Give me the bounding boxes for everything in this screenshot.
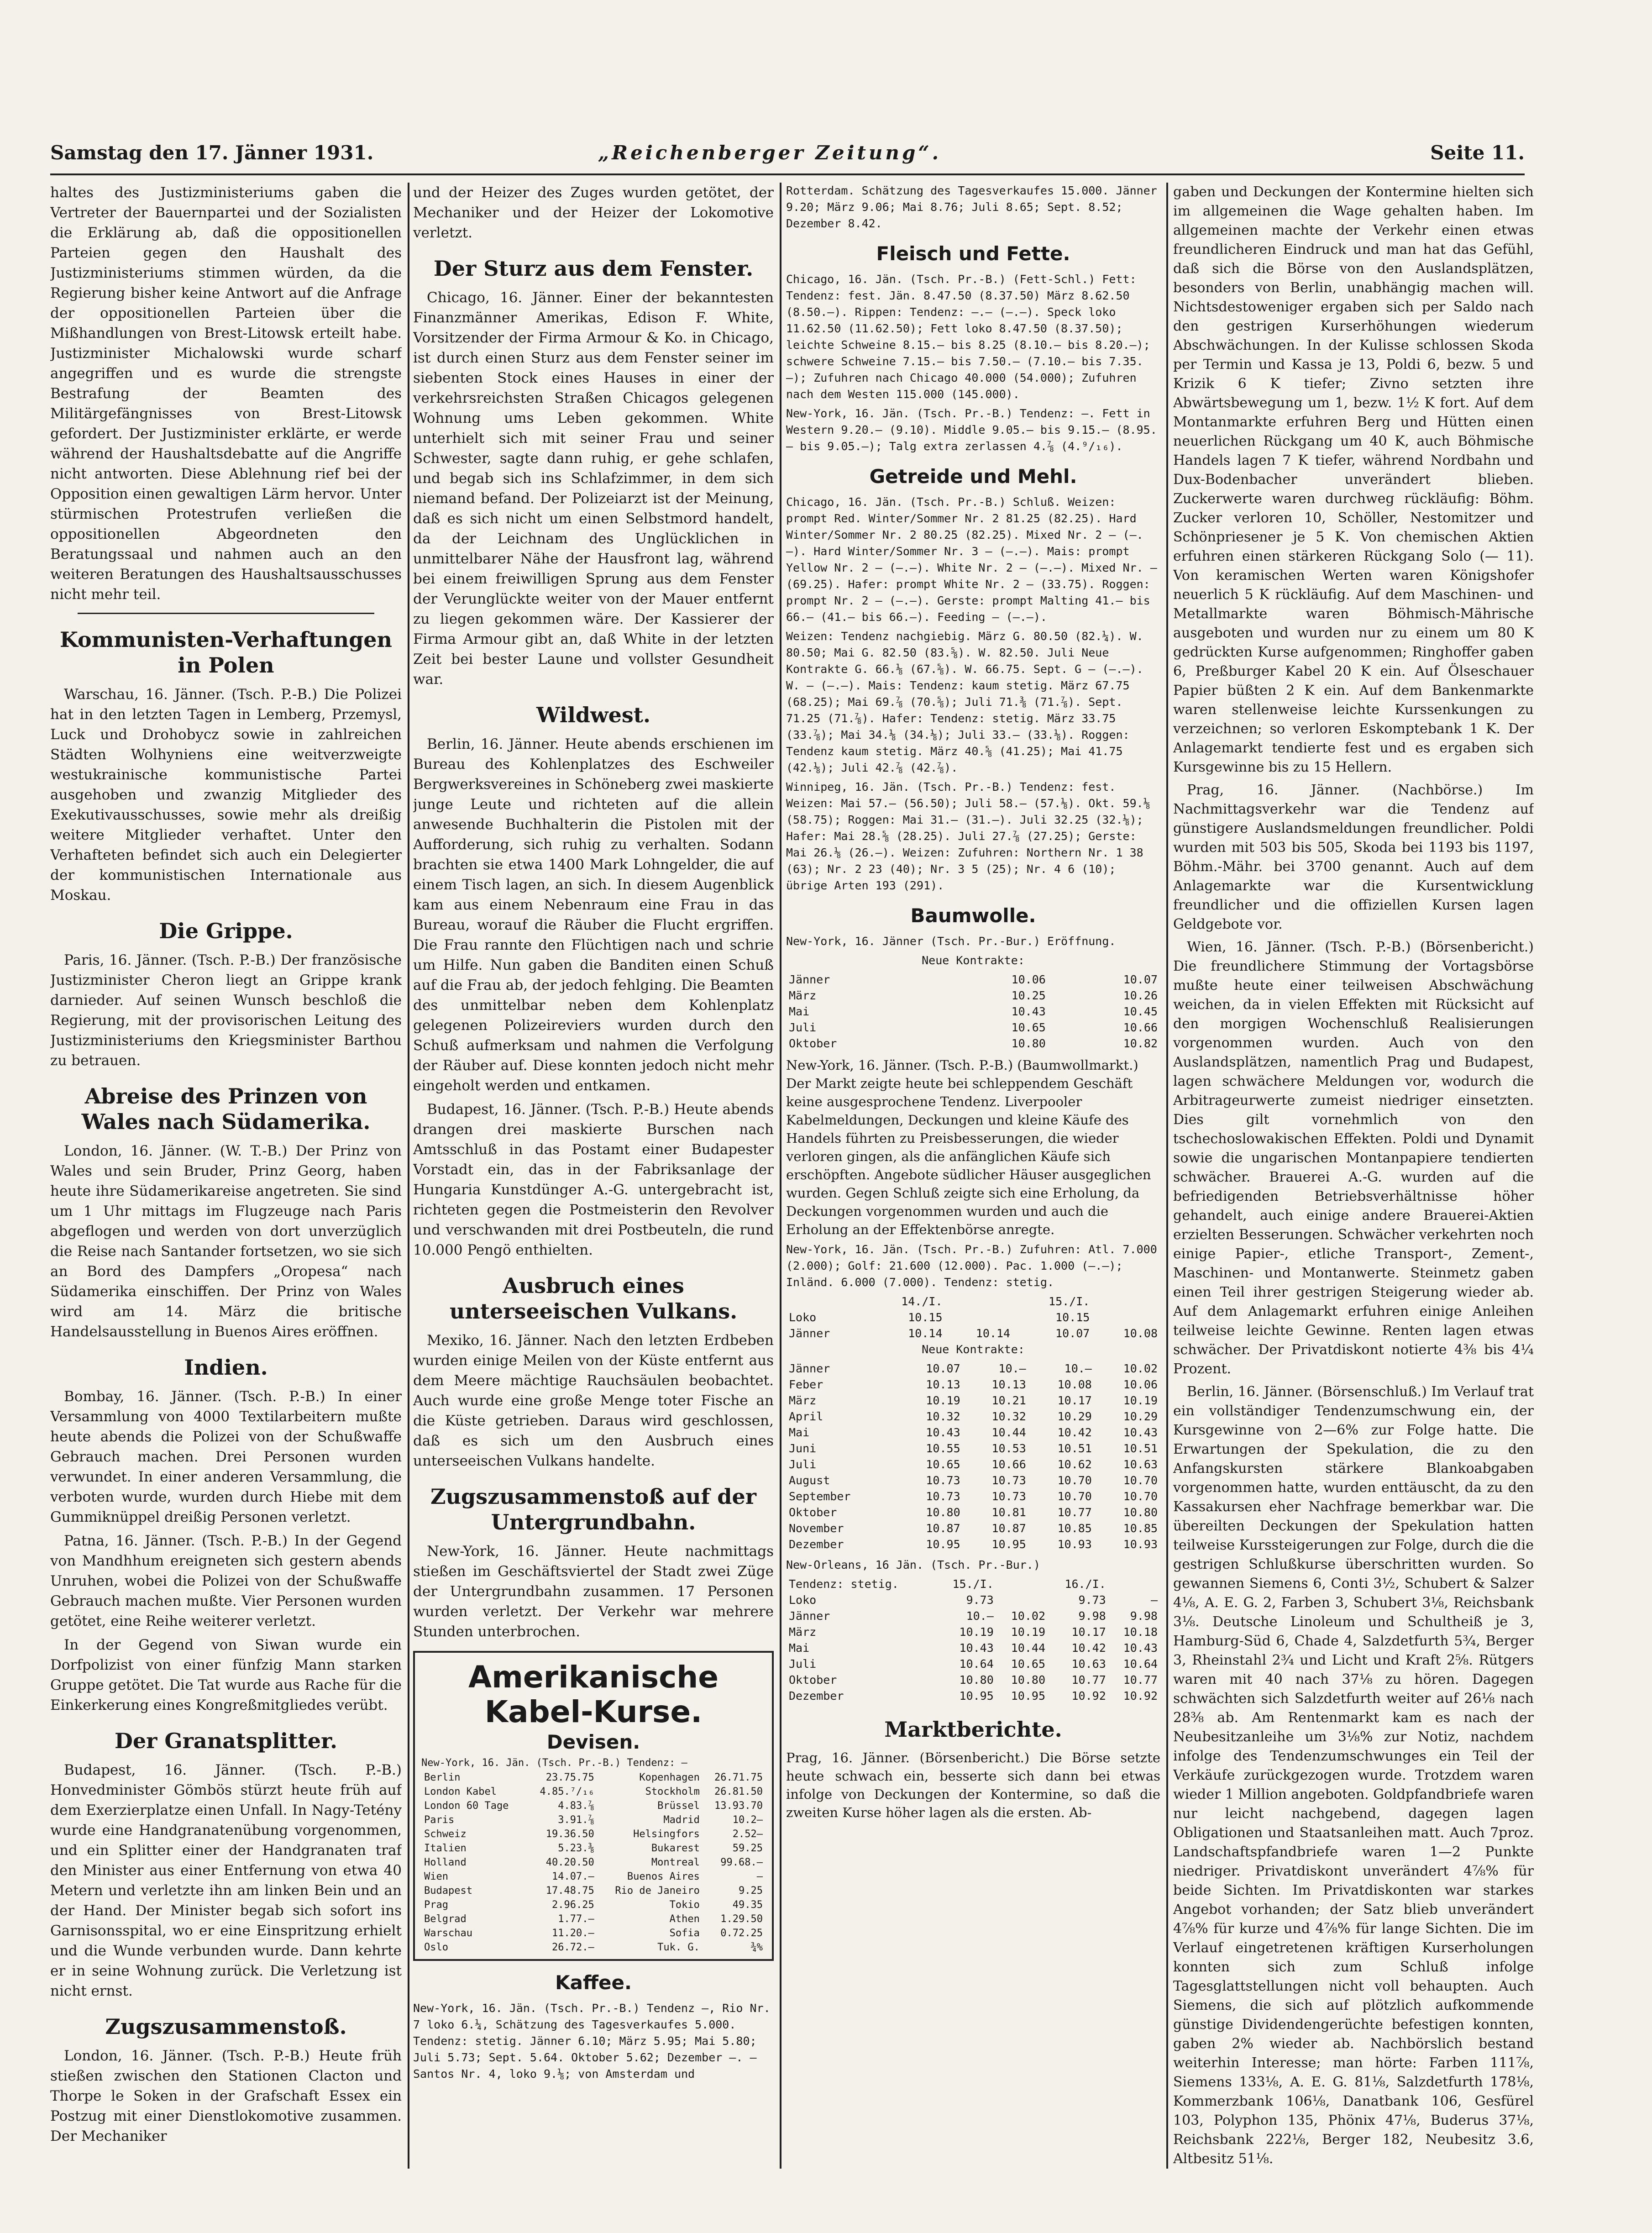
- quote-row: [786, 1672, 1160, 1688]
- table-cell: 10.92: [1071, 1689, 1106, 1702]
- table-cell: Jänner: [789, 1362, 830, 1375]
- table-cell: 26.81.50: [714, 1786, 763, 1797]
- baumwolle-table-1: [786, 972, 1160, 1051]
- kabel-kurse-title: Amerikanische Kabel-Kurse.: [468, 1660, 718, 1729]
- devisen-row: [421, 1898, 766, 1912]
- table-cell: 0.72.25: [720, 1928, 763, 1939]
- devisen-row: [421, 1813, 766, 1827]
- article-text: Chicago, 16. Jänner. Einer der bekanntesten Finanzmänner Amerikas, Edison F. White, Vorsitzender der Firma Armour & Ko. in Chicago, ist durch einen Sturz aus dem Fenster seiner im siebenten Stock eines Hauses in einer der verkehrsreichsten Straßen Chicagos gelegenen Wohnung ums Leben gekommen. White unterhielt sich mit seiner Frau und seiner Schwester, sagte dann ruhig, er gehe schlafen, und begab sich ins Schlafzimmer, in dem sich niemand befand. Der Polizeiarzt ist der Meinung, daß es sich nicht um einen Selbstmord handelt, da der Leichnam des Unglücklichen in unmittelbarer Nähe der Hausfront lag, während bei einem freiwilligen Sprung aus dem Fenster der Verunglückte weiter von der Mauer entfernt zu liegen gekommen wäre. Der Kassierer der Firma Armour gibt an, daß White in der letzten Zeit bei bester Laune und vollster Gesundheit war.: [413, 289, 774, 688]
- table-cell: 10.87: [991, 1522, 1026, 1535]
- table-cell: Kopenhagen: [639, 1772, 700, 1783]
- table-cell: 10.42: [1057, 1426, 1092, 1439]
- table-cell: [786, 1293, 865, 1309]
- table-cell: 10.65: [926, 1458, 960, 1471]
- table-cell: London Kabel: [424, 1786, 497, 1797]
- header-paper-title: „Reichenberger Zeitung“.: [598, 142, 942, 164]
- table-cell: 9.25: [739, 1885, 763, 1897]
- table-cell: 10.—: [966, 1609, 994, 1623]
- table-cell: Warschau: [424, 1928, 472, 1939]
- devisen-row: [421, 1841, 766, 1855]
- header-date: Samstag den 17. Jänner 1931.: [50, 142, 374, 164]
- market-text: New-York, 16. Jän. (Tsch. Pr.-B.) Tendenz —, Rio Nr. 7 loko 6.¼, Schätzung des Tagesverkaufes 5.000. Tendenz: stetig. Jänner 6.10; März 5.95; Mai 5.80; Juli 5.73; Sept. 5.64. Oktober 5.62; Dezember —. — Santos Nr. 4, loko 9.⅛; von Amsterdam und: [413, 2002, 771, 2081]
- table-cell: März: [789, 1625, 817, 1639]
- quote-row: [786, 1640, 1160, 1656]
- article-text: Paris, 16. Jänner. (Tsch. P.-B.) Der französische Justizminister Cheron liegt an Grippe krank darnieder. Auf seinen Wunsch beschloß die Regierung, mit der provisorischen Leitung des Justizministeriums den Kriegsminister Barthou zu betrauen.: [50, 952, 402, 1069]
- market-text: New-Orleans, 16 Jän. (Tsch. Pr.-Bur.): [786, 1558, 1040, 1571]
- market-text: New-York, 16. Jän. (Tsch. Pr.-B.) Tendenz: —. Fett in Western 9.20.— (9.10). Middle 9.05.— bis 9.15.— (8.95.— bis 9.05.—); Talg extra zerlassen 4.⅞ (4.⁹/₁₆).: [786, 407, 1157, 453]
- table-cell: 10.63: [1123, 1458, 1158, 1471]
- table-cell: 10.29: [1057, 1410, 1092, 1423]
- table-cell: 10.29: [1123, 1410, 1158, 1423]
- table-cell: 11.20.—: [552, 1928, 594, 1939]
- table-cell: Wien: [424, 1871, 448, 1882]
- column-rule: [780, 183, 781, 2169]
- table-cell: ¾%: [750, 1942, 763, 1953]
- table-cell: 10.19: [1011, 1625, 1045, 1639]
- table-cell: Mai: [789, 1426, 810, 1439]
- table-cell: Juli: [789, 1021, 817, 1034]
- article-text: Prag, 16. Jänner. (Nachbörse.) Im Nachmittagsverkehr war die Tendenz auf günstigere Auslandsmeldungen freundlicher. Poldi wurden mit 503 bis 505, Skoda bei 1193 bis 1197, Böhm.-Mähr. bei 3700 genannt. Auch auf dem Anlagemarkte war die Kursentwicklung freundlicher und die offiziellen Kursen lagen Geldgebote vor.: [1173, 782, 1534, 932]
- table-cell: Dezember: [789, 1538, 844, 1551]
- table-cell: Paris: [424, 1814, 455, 1826]
- table-cell: 10.51: [1123, 1442, 1158, 1455]
- quote-row: [786, 1624, 1160, 1640]
- table-cell: 10.18: [1123, 1625, 1158, 1639]
- headline-untergrundbahn: Zugszusammenstoß auf der Untergrundbahn.: [430, 1484, 756, 1534]
- table-cell: 10.65: [1011, 1021, 1046, 1034]
- table-cell: 26.71.75: [714, 1772, 763, 1783]
- table-cell: Belgrad: [424, 1913, 467, 1925]
- devisen-row: [421, 1926, 766, 1940]
- table-cell: 3.91.⅞: [558, 1814, 594, 1826]
- table-cell: 10.—: [1064, 1362, 1092, 1375]
- article-text: Budapest, 16. Jänner. (Tsch. P.-B.) Honvedminister Gömbös stürzt heute früh auf dem Exerzierplatze einen Unfall. In Nagy-Tetény wurde eine Handgranatenübung vorgenommen, und ein Splitter einer der Handgranaten traf den Minister aus einer Entfernung von etwa 40 Metern und verletzte ihn am linken Bein und an der Hand. Der Minister begab sich sofort ins Garnisonsspital, wo er eine Einspritzung erhielt und die Wunde verbunden wurde. Dann kehrte er in seine Wohnung zurück. Die Verletzung ist nicht ernst.: [50, 1762, 402, 1999]
- table-cell: Holland: [424, 1857, 467, 1868]
- headline-kommunisten: Kommunisten-Verhaftungen in Polen: [60, 627, 392, 678]
- article-text: New-York, 16. Jänner. Heute nachmittags stießen im Geschäftsviertel der Stadt zwei Züge der Untergrundbahn zusammen. 17 Personen wurden verletzt. Der Verkehr war mehrere Stunden unterbrochen.: [413, 1543, 774, 1640]
- quote-row: [786, 988, 1160, 1004]
- market-text: New-York, 16. Jänner (Tsch. Pr.-Bur.) Eröffnung.: [786, 935, 1116, 948]
- headline-baumwolle: Baumwolle.: [910, 904, 1036, 927]
- table-cell: 9.73: [966, 1593, 994, 1607]
- table-cell: Berlin: [424, 1772, 461, 1783]
- table-cell: Dezember: [789, 1689, 844, 1702]
- table-cell: 10.93: [1057, 1538, 1092, 1551]
- market-text: Rotterdam. Schätzung des Tagesverkaufes 15.000. Jänner 9.20; März 9.06; Mai 8.76; Juli 8.65; Sept. 8.52; Dezember 8.42.: [786, 184, 1157, 230]
- quote-row: [786, 1019, 1160, 1035]
- article-text: Budapest, 16. Jänner. (Tsch. P.-B.) Heute abends drangen drei maskierte Burschen nach Amtsschluß in das Postamt einer Budapester Vorstadt ein, das in der Fabriksanlage der Hungaria Kunstdünger A.-G. untergebracht ist, richteten gegen die Postmeisterin den Revolver und verschwanden mit drei Postbeuteln, die rund 10.000 Pengö enthielten.: [413, 1101, 774, 1258]
- table-cell: 10.80: [959, 1673, 994, 1687]
- table-cell: 10.21: [991, 1394, 1026, 1407]
- headline-sturz: Der Sturz aus dem Fenster.: [433, 256, 754, 281]
- table-cell: 10.55: [926, 1442, 960, 1455]
- article-text: Warschau, 16. Jänner. (Tsch. P.-B.) Die Polizei hat in den letzten Tagen in Lemberg, Przemysl, Luck und Drohobycz sowie in zahlreichen Städten Wolhyniens eine weitverzweigte westukrainische kommunistische Partei ausgehoben und zwanzig Mitglieder des Exekutivausschusses, sowie mehr als dreißig weitere Mitglieder verhaftet. Unter den Verhafteten befindet sich auch ein Delegierter der kommunistischen Internationale aus Moskau.: [50, 686, 402, 904]
- table-cell: 10.73: [926, 1490, 960, 1503]
- quote-row: [786, 1361, 1160, 1377]
- quote-row: [786, 1293, 1160, 1309]
- table-cell: 59.25: [732, 1843, 763, 1854]
- table-cell: Rio de Janeiro: [615, 1885, 700, 1897]
- table-cell: 10.02: [1123, 1362, 1158, 1375]
- devisen-row: [421, 1912, 766, 1926]
- table-cell: Jänner: [789, 1609, 830, 1623]
- table-cell: Madrid: [663, 1814, 700, 1826]
- table-cell: 10.64: [959, 1657, 994, 1671]
- market-text: Winnipeg, 16. Jän. (Tsch. Pr.-B.) Tendenz: fest. Weizen: Mai 57.— (56.50); Juli 58.— (57.⅛). Okt. 59.⅛ (58.75); Roggen: Mai 31.— (31.—). Juli 32.25 (32.⅛); Hafer: Mai 28.⅝ (28.25). Juli 27.⅞ (27.25); Gerste: Mai 26.⅛ (26.—). Weizen: Zufuhren: Northern Nr. 1 38 (63); Nr. 2 23 (40); Nr. 3 5 (25); Nr. 4 6 (10); übrige Arten 193 (291).: [786, 780, 1150, 892]
- table-cell: 10.73: [926, 1474, 960, 1487]
- table-cell: 10.07: [1123, 973, 1158, 986]
- quote-row: [786, 1592, 1160, 1608]
- devisen-row: [421, 1870, 766, 1884]
- table-cell: 9.98: [1130, 1609, 1158, 1623]
- table-cell: Jänner: [789, 1327, 830, 1340]
- quote-row: [786, 1035, 1160, 1051]
- table-cell: 10.85: [1123, 1522, 1158, 1535]
- quote-row: [786, 1488, 1160, 1504]
- table-cell: 10.32: [991, 1410, 1026, 1423]
- table-cell: 10.42: [1071, 1641, 1106, 1655]
- table-cell: 2.96.25: [552, 1899, 594, 1911]
- table-cell: Brüssel: [657, 1800, 700, 1812]
- quote-row: [786, 1472, 1160, 1488]
- quote-row: [786, 1608, 1160, 1624]
- table-cell: [1092, 1309, 1160, 1325]
- table-cell: 10.70: [1123, 1474, 1158, 1487]
- table-cell: 10.51: [1057, 1442, 1092, 1455]
- table-cell: Mai: [789, 1005, 810, 1018]
- article-text: haltes des Justizministeriums gaben die Vertreter der Bauernpartei und der Sozialisten die Erklärung ab, daß die oppositionellen Parteien gegen den Haushalt des Justizministeriums stimmen würden, da die Regierung bisher keine Antwort auf die Anfrage der oppositionellen Parteien über die Mißhandlungen von Brest-Litowsk erteilt habe. Justizminister Michalowski wurde scharf angegriffen und es wurde die strengste Bestrafung der Beamten des Militärgefängnisses von Brest-Litowsk gefordert. Der Justizminister erklärte, er werde während der Haushaltsdebatte auf die Angriffe nicht antworten. Diese Ablehnung rief bei der Opposition einen gewaltigen Lärm hervor. Unter stürmischen Protestrufen verließen die oppositionellen Abgeordneten den Beratungssaal und nahmen auch an den weiteren Beratungen des Haushaltsausschusses nicht mehr teil.: [50, 184, 402, 603]
- quote-row: [786, 972, 1160, 988]
- article-text: London, 16. Jänner. (W. T.-B.) Der Prinz von Wales und sein Bruder, Prinz Georg, haben heute ihre Südamerikareise angetreten. Sie sind um 1 Uhr mittags im Flugzeuge nach Paris abgeflogen und werden von dort unverzüglich die Reise nach Santander fortsetzen, wo sie sich an Bord des Dampfers „Oropesa“ nach Südamerika einschiffen. Der Prinz von Wales wird am 14. März die britische Handelsausstellung in Buenos Aires eröffnen.: [50, 1143, 402, 1340]
- article-text: Patna, 16. Jänner. (Tsch. P.-B.) In der Gegend von Mandhhum ereigneten sich gestern abends Unruhen, wobei die Polizei von der Schußwaffe Gebrauch machen mußte. Vier Personen wurden getötet, eine Reihe weiterer verletzt.: [50, 1533, 402, 1629]
- table-cell: 10.07: [1055, 1327, 1090, 1340]
- table-cell: 17.48.75: [545, 1885, 594, 1897]
- column-4: [1173, 183, 1534, 2169]
- table-cell: 14.07.—: [552, 1871, 594, 1882]
- table-cell: September: [789, 1490, 851, 1503]
- table-cell: 19.36.50: [545, 1828, 594, 1840]
- table-cell: —: [756, 1871, 763, 1882]
- article-text: Wien, 16. Jänner. (Tsch. P.-B.) (Börsenbericht.) Die freundlichere Stimmung der Vortagsbörse mußte heute einer teilweisen Abschwächung weichen, da in vielen Effekten mit Rücksicht auf den morgigen Wochenschluß Realisierungen vorgenommen wurden. Auch von den Auslandsplätzen, namentlich Prag und Budapest, lagen schwächere Meldungen vor, wodurch die Arbitrageurwerte zumeist niedriger einsetzten. Dies gilt vornehmlich von den tschechoslowakischen Effekten. Poldi und Dynamit sowie die ungarischen Montanpapiere tendierten schwächer. Brauerei A.-G. wurden auf die befriedigenden Betriebsverhältnisse höher gehandelt, auch einige andere Brauerei-Aktien erzielten Besserungen. Schwächer verkehrten noch einige Papier-, etliche Transport-, Zement-, Maschinen- und Montanwerte. Steinmetz gaben einen Teil ihrer gestrigen Steigerung wieder ab. Auf dem Anlagemarkt erfuhren einige Anleihen teilweise leichte Gewinne. Renten lagen etwas schwächer. Der Privatdiskont notierte 4⅜ bis 4¼ Prozent.: [1173, 939, 1534, 1377]
- table-cell: 10.62: [1057, 1458, 1092, 1471]
- market-subhead: Neue Kontrakte:: [922, 1343, 1025, 1356]
- table-cell: 10.44: [1011, 1641, 1045, 1655]
- devisen-row: [421, 1785, 766, 1799]
- table-cell: 4.85.⁷/₁₆: [540, 1786, 594, 1797]
- article-text: Berlin, 16. Jänner. (Börsenschluß.) Im Verlauf trat ein vollständiger Tendenzumschwung ein, der Kursgewinne von 2—6% zur Folge hatte. Die Erwartungen der Spekulation, die zu den Anfangskursten stärkere Blankoabgaben vorgenommen hatte, wurden enttäuscht, da zu den Kassakursen eher Nachfrage bemerkbar war. Die übereilten Deckungen der Spekulation hatten teilweise Kurssteigerungen zur Folge, durch die die gestrigen Schlußkurse überschritten wurden. So gewannen Siemens 6, Conti 3½, Schubert & Salzer 4⅛, A. E. G. 2, Farben 3, Schubert 3⅛, Reichsbank 3⅛. Deutsche Linoleum und Schultheiß je 3, Hamburg-Süd 6, Chade 4, Salzdetfurth 5¾, Berger 3, Rheinstahl 2¾ und Licht und Kraft 2⅝. Rütgers waren mit 40 nach 37⅛ zu hören. Dagegen schwächten sich Salzdetfurth weiter auf 26⅛ nach 28⅜ ab. Am Rentenmarkt kam es nach der Neubesitzanleihe um 3⅛% zur Notiz, nachdem infolge des Tendenzumschwunges ein Teil der Verkäufe zurückgezogen wurde. Trotzdem waren wieder 1 Million angeboten. Goldpfandbriefe waren nur leicht nachgebend, dagegen lagen Obligationen und Staatsanleihen matt. Auch 7proz. Landschaftspfandbriefe waren 1—2 Punkte niedriger. Privatdiskont unverändert 4⅞% für beide Sichten. Im Privatdiskonten war starkes Angebot vorhanden; der Satz blieb unverändert 4⅞% für kurze und 4⅞% für lange Sichten. Die im Verlauf eingetretenen kräftigen Kurserholungen konnten sich zum Schluß infolge Tagesglattstellungen nicht voll behaupten. Auch Siemens, die sich auf plötzlich aufkommende günstige Dividendengerüchte befestigen konnten, gaben 2% wieder ab. Nachbörslich bestand weiterhin Interesse; man hörte: Farben 111⅞, Siemens 133⅛, A. E. G. 81⅛, Salzdetfurth 178⅛, Kommerzbank 106⅛, Danatbank 106, Gesfürel 103, Polyphon 135, Phönix 47⅛, Buderus 37⅛, Reichsbank 222⅛, Berger 182, Neubesitz 3.6, Altbesitz 51⅛.: [1173, 1384, 1534, 2167]
- baumwolle-table-4: [786, 1576, 1160, 1704]
- header-page-number: Seite 11.: [1430, 142, 1525, 164]
- market-subhead: Neue Kontrakte:: [922, 954, 1025, 967]
- quote-row: [786, 1456, 1160, 1472]
- table-cell: 16./I.: [1065, 1577, 1106, 1591]
- table-cell: 99.68.—: [720, 1857, 763, 1868]
- table-cell: 10.63: [1071, 1657, 1106, 1671]
- quote-row: [786, 1504, 1160, 1520]
- quote-row: [786, 1536, 1160, 1552]
- table-cell: —: [1150, 1593, 1158, 1607]
- table-cell: 10.19: [1123, 1394, 1158, 1407]
- devisen-table: [421, 1771, 766, 1955]
- table-cell: März: [789, 989, 817, 1002]
- table-cell: Athen: [669, 1913, 700, 1925]
- table-cell: März: [789, 1394, 817, 1407]
- market-text: Chicago, 16. Jän. (Tsch. Pr.-B.) (Fett-Schl.) Fett: Tendenz: fest. Jän. 8.47.50 (8.37.50) März 8.62.50 (8.50.—). Rippen: Tendenz: —.— (—.—). Speck loko 11.62.50 (11.62.50); Fett loko 8.47.50 (8.37.50); leichte Schweine 8.15.— bis 8.25 (8.10.— bis 8.20.—); schwere Schweine 7.15.— bis 7.50.— (7.10.— bis 7.35.—); Zufuhren nach Chicago 40.000 (54.000); Zufuhren nach dem Westen 115.000 (145.000).: [786, 273, 1150, 401]
- column-rule: [408, 183, 409, 2169]
- table-cell: 10.66: [1123, 1021, 1158, 1034]
- table-cell: [945, 1293, 1013, 1309]
- table-cell: [1092, 1293, 1160, 1309]
- table-cell: 13.93.70: [714, 1800, 763, 1812]
- table-cell: Jänner: [789, 973, 830, 986]
- baumwolle-table-2: [786, 1293, 1160, 1341]
- table-cell: 10.45: [1123, 1005, 1158, 1018]
- table-cell: 10.25: [1011, 989, 1046, 1002]
- table-cell: 10.80: [926, 1506, 960, 1519]
- article-text: und der Heizer des Zuges wurden getötet, der Mechaniker und der Heizer der Lokomotive verletzt.: [413, 184, 774, 241]
- table-cell: 10.95: [926, 1538, 960, 1551]
- table-cell: Schweiz: [424, 1828, 467, 1840]
- headline-vulkan: Ausbruch eines unterseeischen Vulkans.: [449, 1273, 738, 1324]
- table-cell: Juli: [789, 1657, 817, 1671]
- table-cell: Montreal: [651, 1857, 700, 1868]
- table-cell: 10.77: [1123, 1673, 1158, 1687]
- table-cell: Helsingfors: [633, 1828, 700, 1840]
- market-text: Chicago, 16. Jän. (Tsch. Pr.-B.) Schluß. Weizen: prompt Red. Winter/Sommer Nr. 2 81.25 (82.25). Hard Winter/Sommer Nr. 2 80.25 (82.25). Mixed Nr. 2 — (—.—). Hard Winter/Sommer Nr. 3 — (—.—). Mais: prompt Yellow Nr. 2 — (—.—). White Nr. 2 — (—.—). Mixed Nr. — (69.25). Hafer: prompt White Nr. 2 — (33.75). Roggen: prompt Nr. 2 — (—.—). Gerste: prompt Malting 41.— bis 66.— (41.— bis 66.—). Feeding — (—.—).: [786, 495, 1157, 624]
- table-cell: Oslo: [424, 1942, 448, 1953]
- table-cell: 10.08: [1057, 1378, 1092, 1391]
- quote-row: [786, 1424, 1160, 1440]
- table-cell: 10.32: [926, 1410, 960, 1423]
- table-cell: 40.20.50: [545, 1857, 594, 1868]
- table-cell: 5.23.⅜: [558, 1843, 594, 1854]
- table-cell: [1109, 1576, 1160, 1592]
- devisen-row: [421, 1827, 766, 1841]
- headline-granatsplitter: Der Granatsplitter.: [114, 1729, 338, 1753]
- table-cell: 10.19: [926, 1394, 960, 1407]
- table-cell: 10.70: [1057, 1474, 1092, 1487]
- table-cell: Buenos Aires: [627, 1871, 700, 1882]
- table-cell: 10.06: [1011, 973, 1046, 986]
- table-cell: Loko: [789, 1311, 817, 1324]
- quote-row: [786, 1408, 1160, 1424]
- table-cell: 1.77.—: [558, 1913, 594, 1925]
- quote-row: [786, 1309, 1160, 1325]
- table-cell: 10.43: [926, 1426, 960, 1439]
- table-cell: 10.77: [1071, 1673, 1106, 1687]
- quote-row: [786, 1377, 1160, 1392]
- headline-wales: Abreise des Prinzen von Wales nach Südamerika.: [81, 1084, 371, 1134]
- table-cell: 10.13: [926, 1378, 960, 1391]
- page-header: [50, 137, 1525, 175]
- table-cell: 10.44: [991, 1426, 1026, 1439]
- table-cell: 15./I.: [1049, 1295, 1090, 1308]
- market-text: Weizen: Tendenz nachgiebig. März G. 80.50 (82.¼). W. 80.50; Mai G. 82.50 (83.⅝). W. 82.50. Juli Neue Kontrakte G. 66.⅛ (67.⅝). W. 66.75. Sept. G — (—.—). W. — (—.—). Mais: Tendenz: kaum stetig. März 67.75 (68.25); Mai 69.⅞ (70.⅝); Juli 71.⅜ (71.⅞). Sept. 71.25 (71.⅞). Hafer: Tendenz: stetig. März 33.75 (33.⅞); Mai 34.⅛ (34.⅛); Juli 33.— (33.⅛). Roggen: Tendenz kaum stetig. März 40.⅝ (41.25); Mai 41.75 (42.⅛); Juli 42.⅞ (42.⅞).: [786, 630, 1143, 774]
- table-cell: 10.43: [1011, 1005, 1046, 1018]
- table-cell: 1.29.50: [720, 1913, 763, 1925]
- table-cell: Prag: [424, 1899, 448, 1911]
- quote-row: [786, 1004, 1160, 1019]
- devisen-header: New-York, 16. Jän. (Tsch. Pr.-B.) Tendenz: —: [421, 1757, 687, 1769]
- table-cell: 10.43: [959, 1641, 994, 1655]
- headline-zugszusammenstoss: Zugszusammenstoß.: [105, 2014, 347, 2039]
- table-cell: 10.15: [908, 1311, 943, 1324]
- article-text: New-York, 16. Jänner. (Tsch. P.-B.) (Baumwollmarkt.) Der Markt zeigte heute bei schleppendem Geschäft keine ausgesprochene Tendenz. Liverpooler Kabelmeldungen, Deckungen und kleine Käufe des Handels führten zu Preisbesserungen, die wieder verloren gingen, als die anfänglichen Käufe sich erschöpften. Angebote südlicher Häuser ausgeglichen wurden. Gegen Schluß zeigte sich eine Erholung, da Deckungen vorgenommen wurden und auch die Erholung an der Effektenbörse anregte.: [786, 1057, 1151, 1237]
- quote-row: [786, 1440, 1160, 1456]
- table-cell: 10.53: [991, 1442, 1026, 1455]
- table-cell: Stockholm: [645, 1786, 700, 1797]
- table-cell: 9.98: [1078, 1609, 1106, 1623]
- table-cell: London 60 Tage: [424, 1800, 509, 1812]
- table-cell: 10.13: [991, 1378, 1026, 1391]
- devisen-row: [421, 1771, 766, 1785]
- table-cell: Tendenz: stetig.: [789, 1577, 899, 1591]
- table-cell: 10.77: [1057, 1506, 1092, 1519]
- devisen-row: [421, 1940, 766, 1955]
- table-cell: 10.81: [991, 1506, 1026, 1519]
- table-cell: Bukarest: [651, 1843, 700, 1854]
- table-cell: 10.73: [991, 1490, 1026, 1503]
- table-cell: Tokio: [669, 1899, 700, 1911]
- table-cell: Feber: [789, 1378, 823, 1391]
- column-rule: [1166, 183, 1168, 2169]
- table-cell: 10.15: [1055, 1311, 1090, 1324]
- table-cell: 10.—: [998, 1362, 1026, 1375]
- table-cell: 10.80: [1011, 1673, 1045, 1687]
- table-cell: Budapest: [424, 1885, 472, 1897]
- article-text: In der Gegend von Siwan wurde ein Dorfpolizist von einer fünfzig Mann starken Gruppe getötet. Die Tat wurde aus Rache für die Einkerkerung eines Kongreßmitgliedes verübt.: [50, 1637, 402, 1713]
- table-cell: [996, 1592, 1048, 1608]
- table-cell: August: [789, 1474, 830, 1487]
- table-cell: 10.73: [991, 1474, 1026, 1487]
- table-cell: Loko: [789, 1593, 817, 1607]
- devisen-row: [421, 1884, 766, 1898]
- table-cell: 10.80: [1123, 1506, 1158, 1519]
- table-cell: 10.82: [1123, 1037, 1158, 1050]
- table-cell: 10.14: [908, 1327, 943, 1340]
- devisen-row: [421, 1855, 766, 1870]
- table-cell: 10.06: [1123, 1378, 1158, 1391]
- quote-row: [786, 1325, 1160, 1341]
- article-text: Bombay, 16. Jänner. (Tsch. P.-B.) In einer Versammlung von 4000 Textilarbeitern mußte heute abends die Polizei von der Schußwaffe Gebrauch machen. Drei Personen wurden verwundet. In einer anderen Versammlung, die verboten wurde, wurden durch Hiebe mit dem Gummiknüppel dreißig Personen verletzt.: [50, 1388, 402, 1525]
- table-cell: 10.70: [1057, 1490, 1092, 1503]
- market-text: New-York, 16. Jän. (Tsch. Pr.-B.) Zufuhren: Atl. 7.000 (2.000); Golf: 21.600 (12.000). Pac. 1.000 (—.—); Inländ. 6.000 (7.000). Tendenz: stetig.: [786, 1243, 1157, 1289]
- table-cell: 10.17: [1071, 1625, 1106, 1639]
- article-text: Mexiko, 16. Jänner. Nach den letzten Erdbeben wurden einige Meilen von der Küste entfernt aus dem Meere mächtige Rauchsäulen beobachtet. Auch wurde eine große Menge toter Fische an die Küste getrieben. Daraus wird geschlossen, daß es sich um den Ausbruch eines unterseeischen Vulkans handelte.: [413, 1332, 774, 1469]
- headline-indien: Indien.: [184, 1355, 268, 1380]
- table-cell: 10.26: [1123, 989, 1158, 1002]
- article-text: London, 16. Jänner. (Tsch. P.-B.) Heute früh stießen zwischen den Stationen Clacton und Thorpe le Soken in der Grafschaft Essex ein Postzug mit einer Dienstlokomotive zusammen. Der Mechaniker: [50, 2048, 402, 2144]
- table-cell: Italien: [424, 1843, 467, 1854]
- table-cell: 10.85: [1057, 1522, 1092, 1535]
- table-cell: Sofia: [669, 1928, 700, 1939]
- devisen-row: [421, 1799, 766, 1813]
- table-cell: 10.92: [1123, 1689, 1158, 1702]
- quote-row: [786, 1656, 1160, 1672]
- table-cell: 10.95: [959, 1689, 994, 1702]
- table-cell: 10.64: [1123, 1657, 1158, 1671]
- table-cell: 10.70: [1123, 1490, 1158, 1503]
- headline-wildwest: Wildwest.: [536, 703, 650, 727]
- column-3: [786, 183, 1160, 2169]
- column-1: [50, 183, 402, 2169]
- article-text: gaben und Deckungen der Kontermine hielten sich im allgemeinen die Wage gehalten haben. Im allgemeinen machte der Verkehr einen etwas freundlicheren Eindruck und man hat das Gefühl, daß sich die Börse von den Auslandsplätzen, besonders von Berlin, unabhängig machen will. Nichtsdestoweniger ergaben sich per Saldo nach den gestrigen Kurserhöhungen wiederum Abschwächungen. In der Kulisse schlossen Skoda per Termin und Kassa je 13, Poldi 6, bezw. 5 und Krizik 6 K tiefer; Zivno setzten ihre Abwärtsbewegung um 1, bezw. 1½ K fort. Auf dem Montanmarkte erfuhren Berg und Hütten einen neuerlichen Rückgang um 40 K, auch Böhmische Handels lagen 7 K tiefer, während Nordbahn und Dux-Bodenbacher unverändert blieben. Zuckerwerte waren durchweg rückläufig: Böhm. Zucker verloren 10, Schöller, Nestomitzer und Schönpriesener je 5 K. Von chemischen Aktien erfuhren einen stärkeren Rückgang Solo (— 11). Von keramischen Werten waren Königshofer neuerlich 5 K rückläufig. Auf dem Maschinen- und Metallmarkte waren Böhmisch-Mährische ausgeboten und wurden nur zu einem um 80 K gedrückten Kurse aufgenommen; Ringhoffer gaben 6, Preßburger Kabel 20 K ein. Auf Ölseschauer Papier büßten 2 K ein. Auf dem Bankenmarkte waren stellenweise leichte Kurssenkungen zu verzeichnen; so verloren Eskomptebank 1 K. Der Anlagemarkt tendierte fest und es ergaben sich Kursgewinne bis zu 15 Hellern.: [1173, 184, 1534, 775]
- table-cell: Mai: [789, 1641, 810, 1655]
- table-cell: 10.19: [959, 1625, 994, 1639]
- table-cell: 10.87: [926, 1522, 960, 1535]
- headline-grippe: Die Grippe.: [159, 919, 293, 943]
- divider: [78, 613, 374, 614]
- table-cell: Oktober: [789, 1673, 837, 1687]
- table-cell: [996, 1576, 1048, 1592]
- headline-kaffee: Kaffee.: [555, 1971, 632, 1994]
- table-cell: 10.95: [1011, 1689, 1045, 1702]
- devisen-subtitle: Devisen.: [546, 1731, 640, 1753]
- table-cell: 10.02: [1011, 1609, 1045, 1623]
- table-cell: 10.65: [1011, 1657, 1045, 1671]
- quote-row: [786, 1576, 1160, 1592]
- table-cell: 14./I.: [901, 1295, 943, 1308]
- table-cell: 10.93: [1123, 1538, 1158, 1551]
- table-cell: 49.35: [732, 1899, 763, 1911]
- table-cell: 10.08: [1123, 1327, 1158, 1340]
- table-cell: 10.80: [1011, 1037, 1046, 1050]
- headline-getreide: Getreide und Mehl.: [869, 465, 1077, 488]
- table-cell: 10.66: [991, 1458, 1026, 1471]
- table-cell: Oktober: [789, 1037, 837, 1050]
- table-cell: Juni: [789, 1442, 817, 1455]
- table-cell: 10.17: [1057, 1394, 1092, 1407]
- table-cell: [945, 1309, 1013, 1325]
- table-cell: 26.72.—: [552, 1942, 594, 1953]
- table-cell: Juli: [789, 1458, 817, 1471]
- table-cell: Oktober: [789, 1506, 837, 1519]
- kabel-kurse-box: [413, 1651, 774, 1961]
- table-cell: 15./I.: [952, 1577, 994, 1591]
- quote-row: [786, 1688, 1160, 1704]
- table-cell: 2.52—: [732, 1828, 763, 1840]
- headline-marktberichte: Marktberichte.: [884, 1717, 1062, 1742]
- headline-fleisch: Fleisch und Fette.: [876, 242, 1070, 265]
- table-cell: 10.95: [991, 1538, 1026, 1551]
- column-2: [413, 183, 774, 2169]
- baumwolle-table-3: [786, 1361, 1160, 1552]
- table-cell: 10.43: [1123, 1426, 1158, 1439]
- table-cell: 10.43: [1123, 1641, 1158, 1655]
- table-cell: 10.14: [975, 1327, 1011, 1340]
- table-cell: 23.75.75: [545, 1772, 594, 1783]
- table-cell: 4.83.⅞: [558, 1800, 594, 1812]
- table-cell: Tuk. G.: [657, 1942, 700, 1953]
- table-cell: November: [789, 1522, 844, 1535]
- table-cell: 10.2—: [732, 1814, 763, 1826]
- table-cell: 9.73: [1078, 1593, 1106, 1607]
- table-cell: 10.07: [926, 1362, 960, 1375]
- table-cell: April: [789, 1410, 823, 1423]
- article-text: Prag, 16. Jänner. (Börsenbericht.) Die Börse setzte heute schwach ein, besserte sich dann bei etwas infolge von Deckungen der Kontermine, so daß die zweiten Kurse höher lagen als die ersten. Ab-: [786, 1750, 1160, 1820]
- article-text: Berlin, 16. Jänner. Heute abends erschienen im Bureau des Kohlenplatzes des Eschweiler Bergwerksvereines in Schöneberg zwei maskierte junge Leute und richteten auf die allein anwesende Buchhalterin die Pistolen mit der Aufforderung, sich ruhig zu verhalten. Sodann brachten sie etwa 1400 Mark Lohngelder, die auf einem Tisch lagen, an sich. In diesem Augenblick kam aus einem Nebenraum eine Frau in das Bureau, worauf die Räuber die Flucht ergriffen. Die Frau rannte den Flüchtigen nach und schrie um Hilfe. Nun gaben die Banditen einen Schuß auf die Frau ab, der jedoch fehlging. Die Beamten des unmittelbar neben dem Kohlenplatz gelegenen Polizeireviers wurden durch den Schuß aufmerksam und nahmen die Verfolgung der Räuber auf. Diese konnten jedoch nicht mehr eingeholt werden und entkamen.: [413, 736, 774, 1094]
- quote-row: [786, 1520, 1160, 1536]
- quote-row: [786, 1392, 1160, 1408]
